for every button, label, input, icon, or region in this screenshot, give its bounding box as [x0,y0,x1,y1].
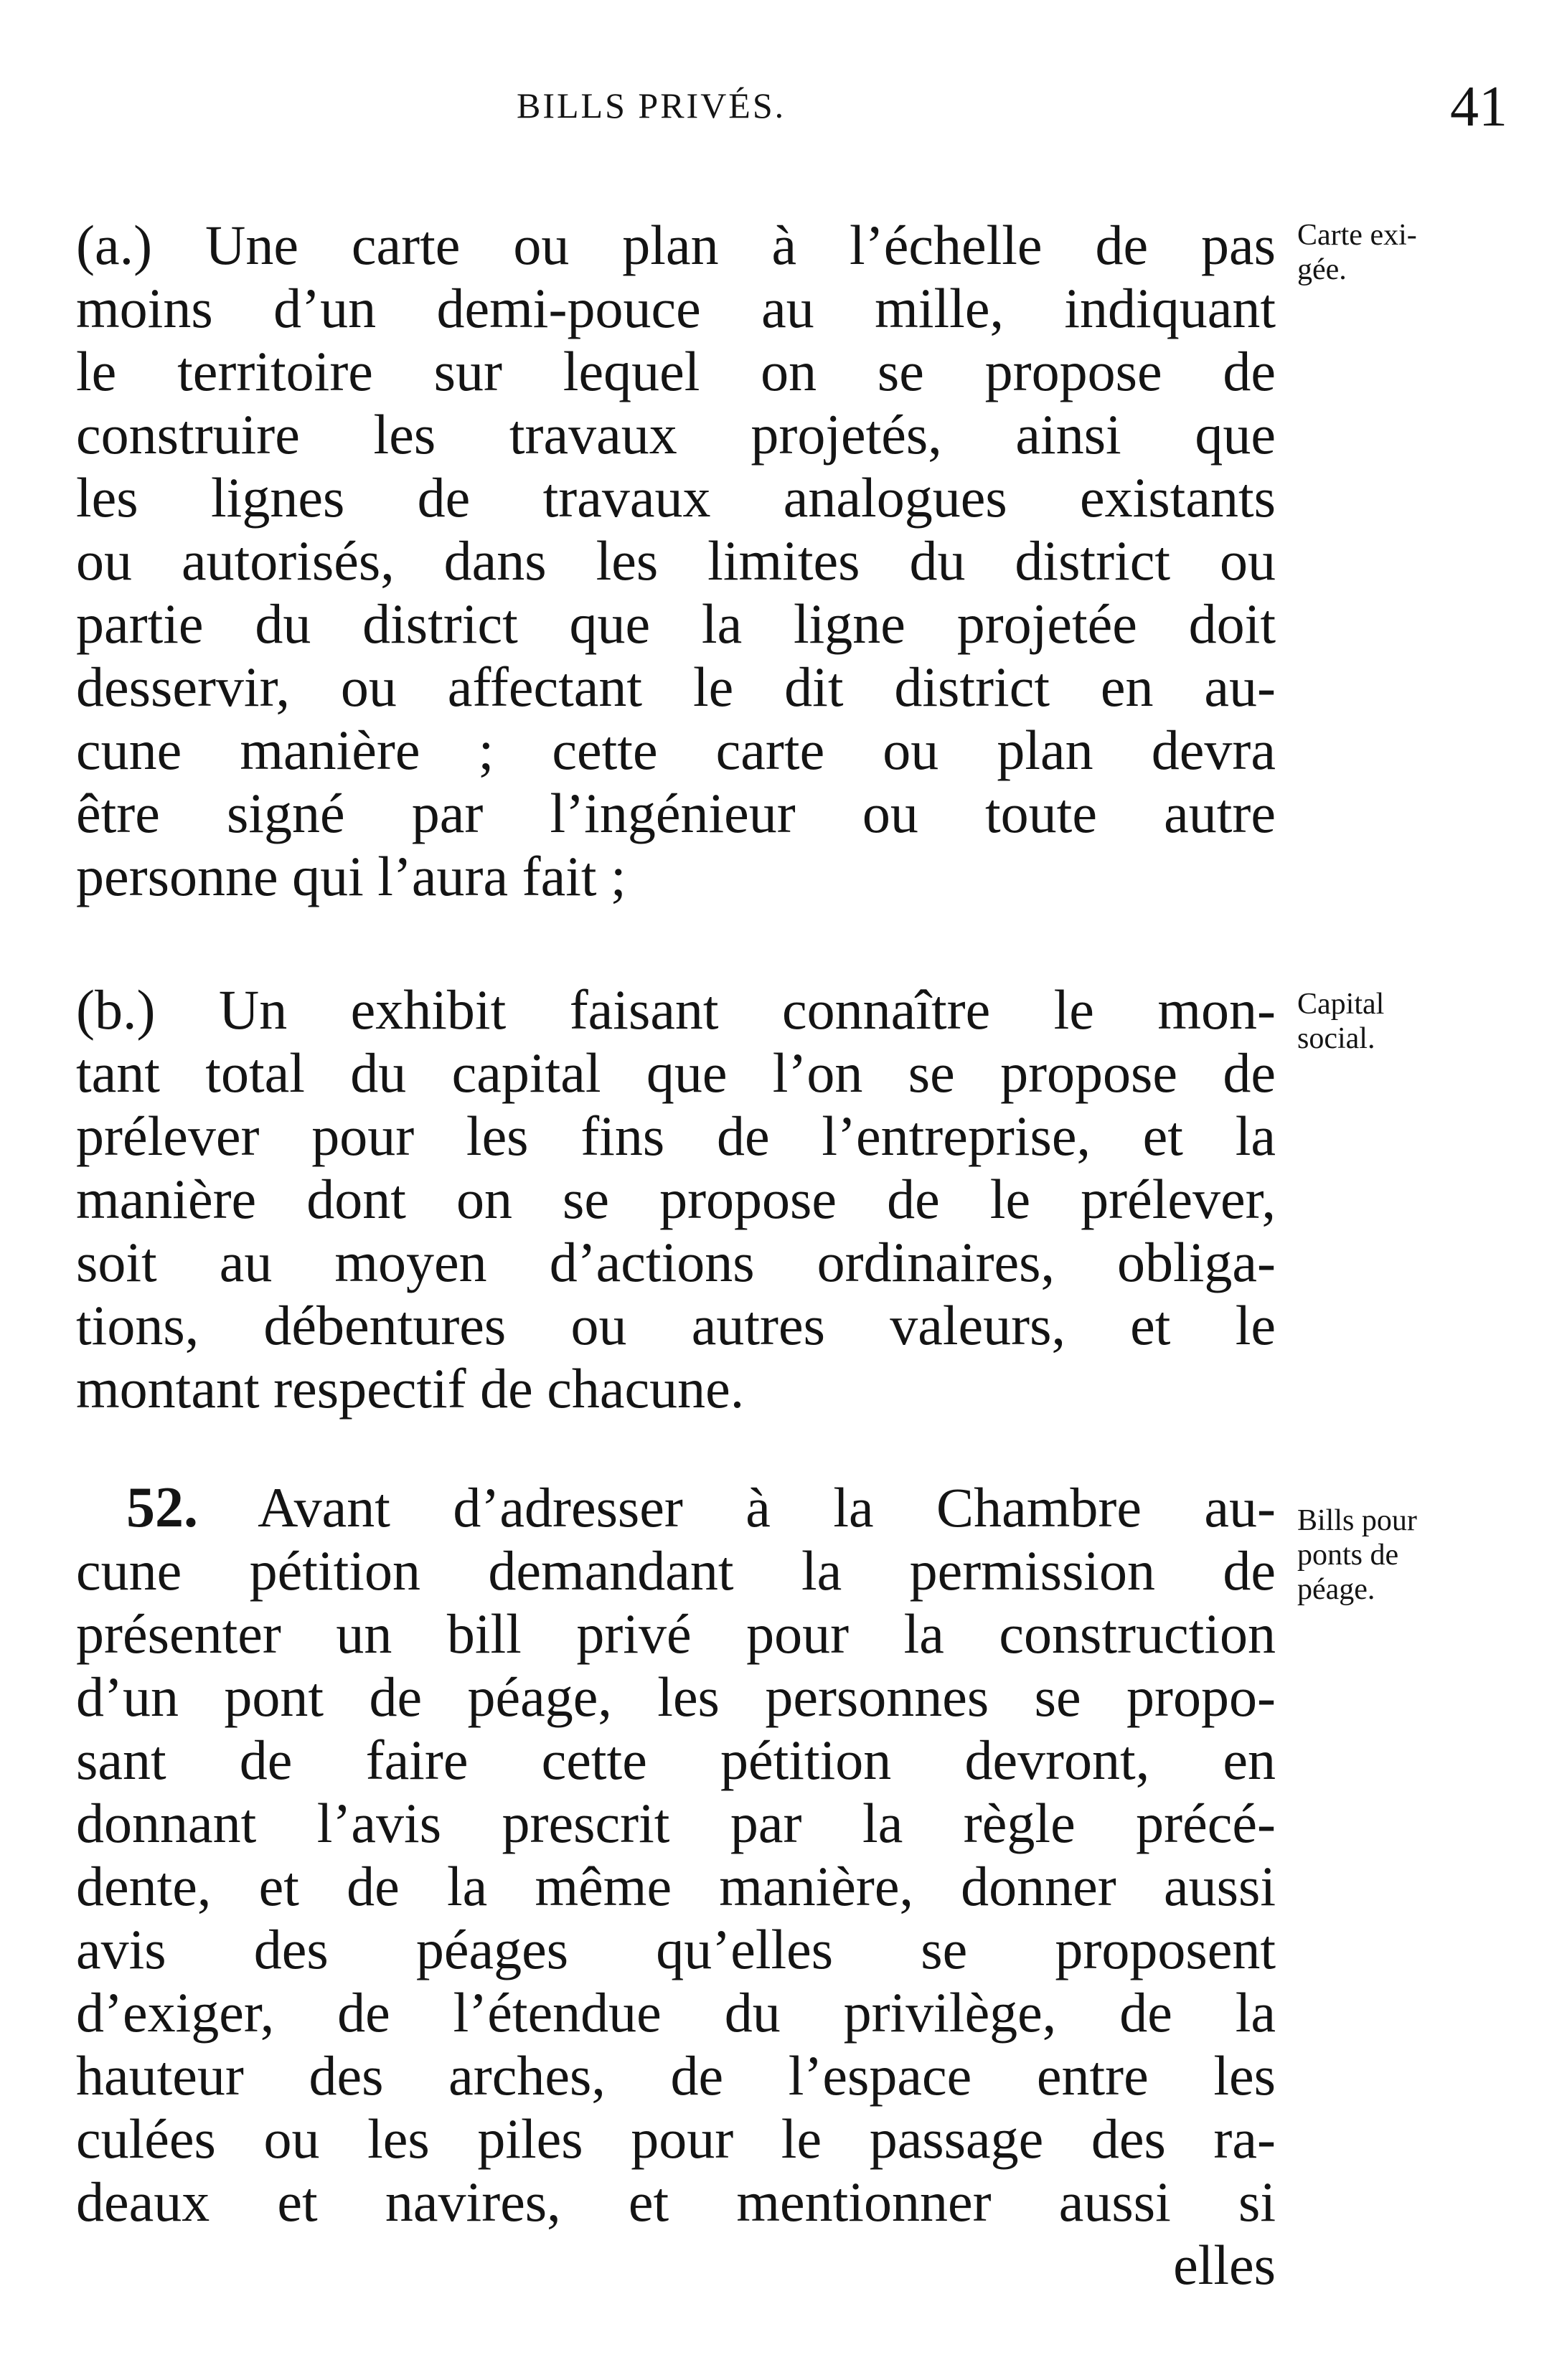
text-line: moins d’un demi-pouce au mille, indiquant [76,277,1276,339]
text-line: personne qui l’aura fait ; [76,845,626,907]
text-line: cune manière ; cette carte ou plan devra [76,719,1276,781]
text-line: culées ou les piles pour le passage des ra- [76,2107,1276,2170]
text-line: (a.) Une carte ou plan à l’échelle de pas [76,214,1276,276]
text-line: d’un pont de péage, les personnes se propo- [76,1666,1276,1728]
text-line: desservir, ou affectant le dit district en au- [76,656,1276,718]
text-line: deaux et navires, et mentionner aussi si [76,2171,1276,2233]
rule-first-line-text: Avant d’adresser à la Chambre au- [258,1476,1276,1539]
text-line: tant total du capital que l’on se propose de [76,1042,1276,1104]
text-line: manière dont on se propose de le prélever, [76,1168,1276,1230]
margin-note-capital [1297,987,1541,1056]
paragraph-a [76,214,1276,908]
margin-note-line: ponts de [1297,1539,1399,1572]
margin-note-bills-ponts [1297,1503,1541,1607]
margin-note-line: Carte exi- [1297,219,1417,252]
margin-note-carte [1297,218,1541,287]
text-line: ou autorisés, dans les limites du district ou [76,529,1276,592]
text-line: prélever pour les fins de l’entreprise, et la [76,1105,1276,1167]
text-line: (b.) Un exhibit faisant connaître le mon- [76,978,1276,1041]
page-number: 41 [1450,75,1507,138]
rule-52 [76,1476,1276,2297]
text-line: être signé par l’ingénieur ou toute autre [76,782,1276,844]
text-line: montant respectif de chacune. [76,1357,745,1420]
text-line: donnant l’avis prescrit par la règle précé- [76,1792,1276,1854]
text-line: d’exiger, de l’étendue du privilège, de la [76,1981,1276,2044]
text-line: construire les travaux projetés, ainsi que [76,403,1276,466]
text-line: partie du district que la ligne projetée doit [76,592,1276,655]
text-line: tions, débentures ou autres valeurs, et le [76,1294,1276,1356]
text-line: le territoire sur lequel on se propose de [76,340,1276,402]
text-line: les lignes de travaux analogues existants [76,466,1276,529]
rule-number: 52. [126,1476,198,1539]
text-line: soit au moyen d’actions ordinaires, obliga- [76,1231,1276,1293]
text-line: sant de faire cette pétition devront, en [76,1729,1276,1791]
margin-note-line: social. [1297,1022,1375,1055]
running-title: BILLS PRIVÉS. [517,85,786,126]
text-line: dente, et de la même manière, donner aussi [76,1855,1276,1917]
catchword: elles [1173,2234,1276,2296]
paragraph-b [76,978,1276,1420]
margin-note-line: Capital [1297,988,1385,1021]
text-line-first [76,1476,1276,1539]
text-line: présenter un bill privé pour la construction [76,1602,1276,1665]
text-line: cune pétition demandant la permission de [76,1539,1276,1602]
text-line: hauteur des arches, de l’espace entre les [76,2044,1276,2107]
margin-note-line: Bills pour [1297,1504,1417,1537]
text-line: avis des péages qu’elles se proposent [76,1918,1276,1980]
margin-note-line: gée. [1297,253,1347,286]
margin-note-line: péage. [1297,1573,1375,1606]
